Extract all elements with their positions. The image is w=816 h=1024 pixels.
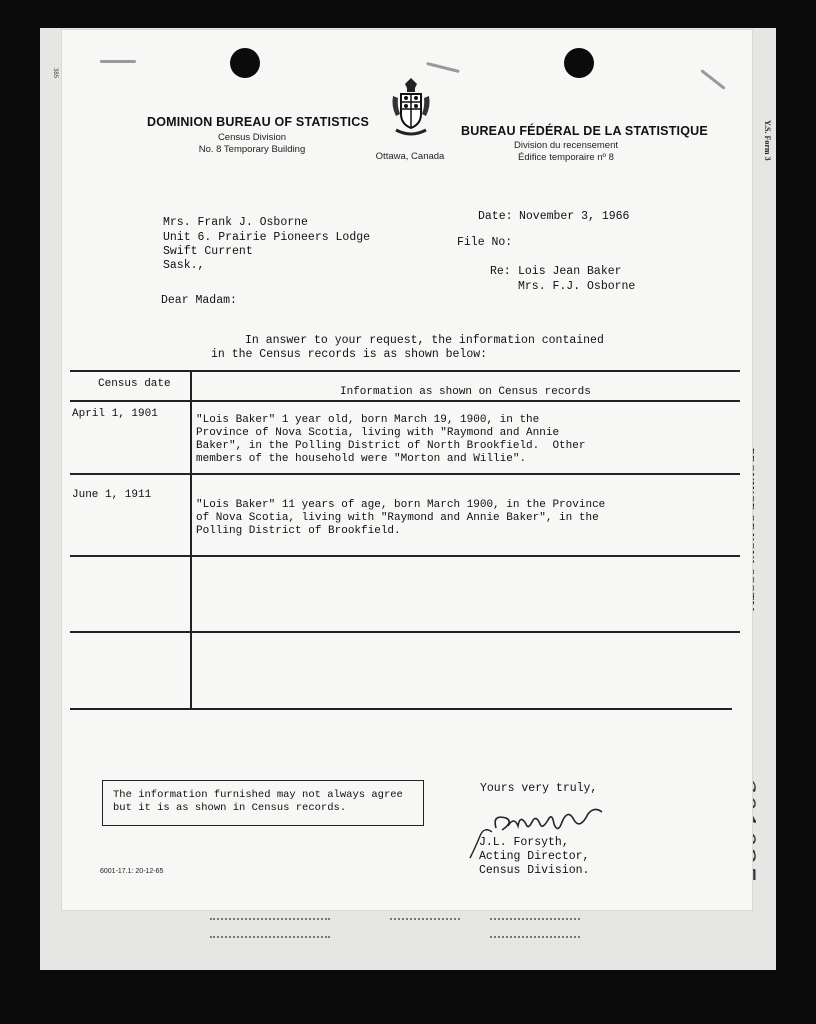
row-2-date: June 1, 1911	[72, 489, 152, 501]
signatory-title-1: Acting Director,	[479, 850, 590, 863]
re-line-2: Mrs. F.J. Osborne	[518, 280, 636, 293]
salutation: Dear Madam:	[161, 294, 237, 307]
table-header-rule	[70, 400, 740, 402]
margin-mark: 385	[52, 68, 58, 79]
table-rule-top	[70, 370, 740, 372]
recipient-address-2: Swift Current	[163, 245, 253, 258]
punch-hole	[230, 48, 260, 78]
staple	[700, 69, 725, 90]
staple	[100, 60, 136, 63]
date-label: Date:	[478, 210, 513, 223]
bureau-sub-fr-2: Édifice temporaire nº 8	[518, 152, 614, 163]
intro-line-2: in the Census records is as shown below:	[211, 348, 488, 361]
punch-hole	[564, 48, 594, 78]
recipient-name: Mrs. Frank J. Osborne	[163, 216, 308, 229]
table-header-date: Census date	[98, 378, 171, 390]
recipient-address-1: Unit 6. Prairie Pioneers Lodge	[163, 231, 371, 244]
bureau-sub-en-1: Census Division	[217, 132, 287, 143]
row-1-info: "Lois Baker" 1 year old, born March 19, 1900, in the Province of Nova Scotia, living with "Raymond and Annie Baker", in the Polling District of North Brookfield. Other members of the household were "Morton and Willie".	[196, 414, 586, 465]
bureau-title-en: DOMINION BUREAU OF STATISTICS	[147, 115, 369, 129]
disclaimer-text: The information furnished may not always agree but it is as shown in Census records.	[113, 789, 403, 814]
table-row-rule	[70, 473, 740, 475]
form-code: 6001-17.1: 20-12-65	[100, 868, 164, 875]
coat-of-arms-icon	[388, 76, 434, 142]
city-label: Ottawa, Canada	[375, 151, 445, 162]
row-2-info: "Lois Baker" 11 years of age, born March 1900, in the Province of Nova Scotia, living with "Raymond and Annie Baker", in the Polling District of Brookfield.	[196, 499, 606, 537]
table-column-divider	[190, 370, 192, 710]
intro-line-1: In answer to your request, the information contained	[245, 334, 604, 347]
re-line-1: Lois Jean Baker	[518, 265, 622, 278]
table-row-rule	[70, 555, 740, 557]
signatory-name: J.L. Forsyth,	[479, 836, 569, 849]
form-label: Y.S. Form 3	[763, 120, 772, 161]
disclaimer-box	[102, 780, 424, 826]
re-label: Re:	[490, 265, 511, 278]
bureau-sub-en-2: No. 8 Temporary Building	[198, 144, 306, 155]
table-rule-bottom	[70, 708, 732, 710]
staple	[426, 62, 460, 73]
file-no-label: File No:	[457, 236, 513, 249]
table-row-rule	[70, 631, 740, 633]
signatory-title-2: Census Division.	[479, 864, 590, 877]
bureau-sub-fr-1: Division du recensement	[513, 140, 619, 151]
date-value: November 3, 1966	[519, 210, 630, 223]
bureau-title-fr: BUREAU FÉDÉRAL DE LA STATISTIQUE	[461, 124, 708, 138]
row-1-date: April 1, 1901	[72, 408, 158, 420]
table-header-info: Information as shown on Census records	[340, 386, 591, 398]
recipient-address-3: Sask.,	[163, 259, 205, 272]
valediction: Yours very truly,	[480, 782, 598, 795]
